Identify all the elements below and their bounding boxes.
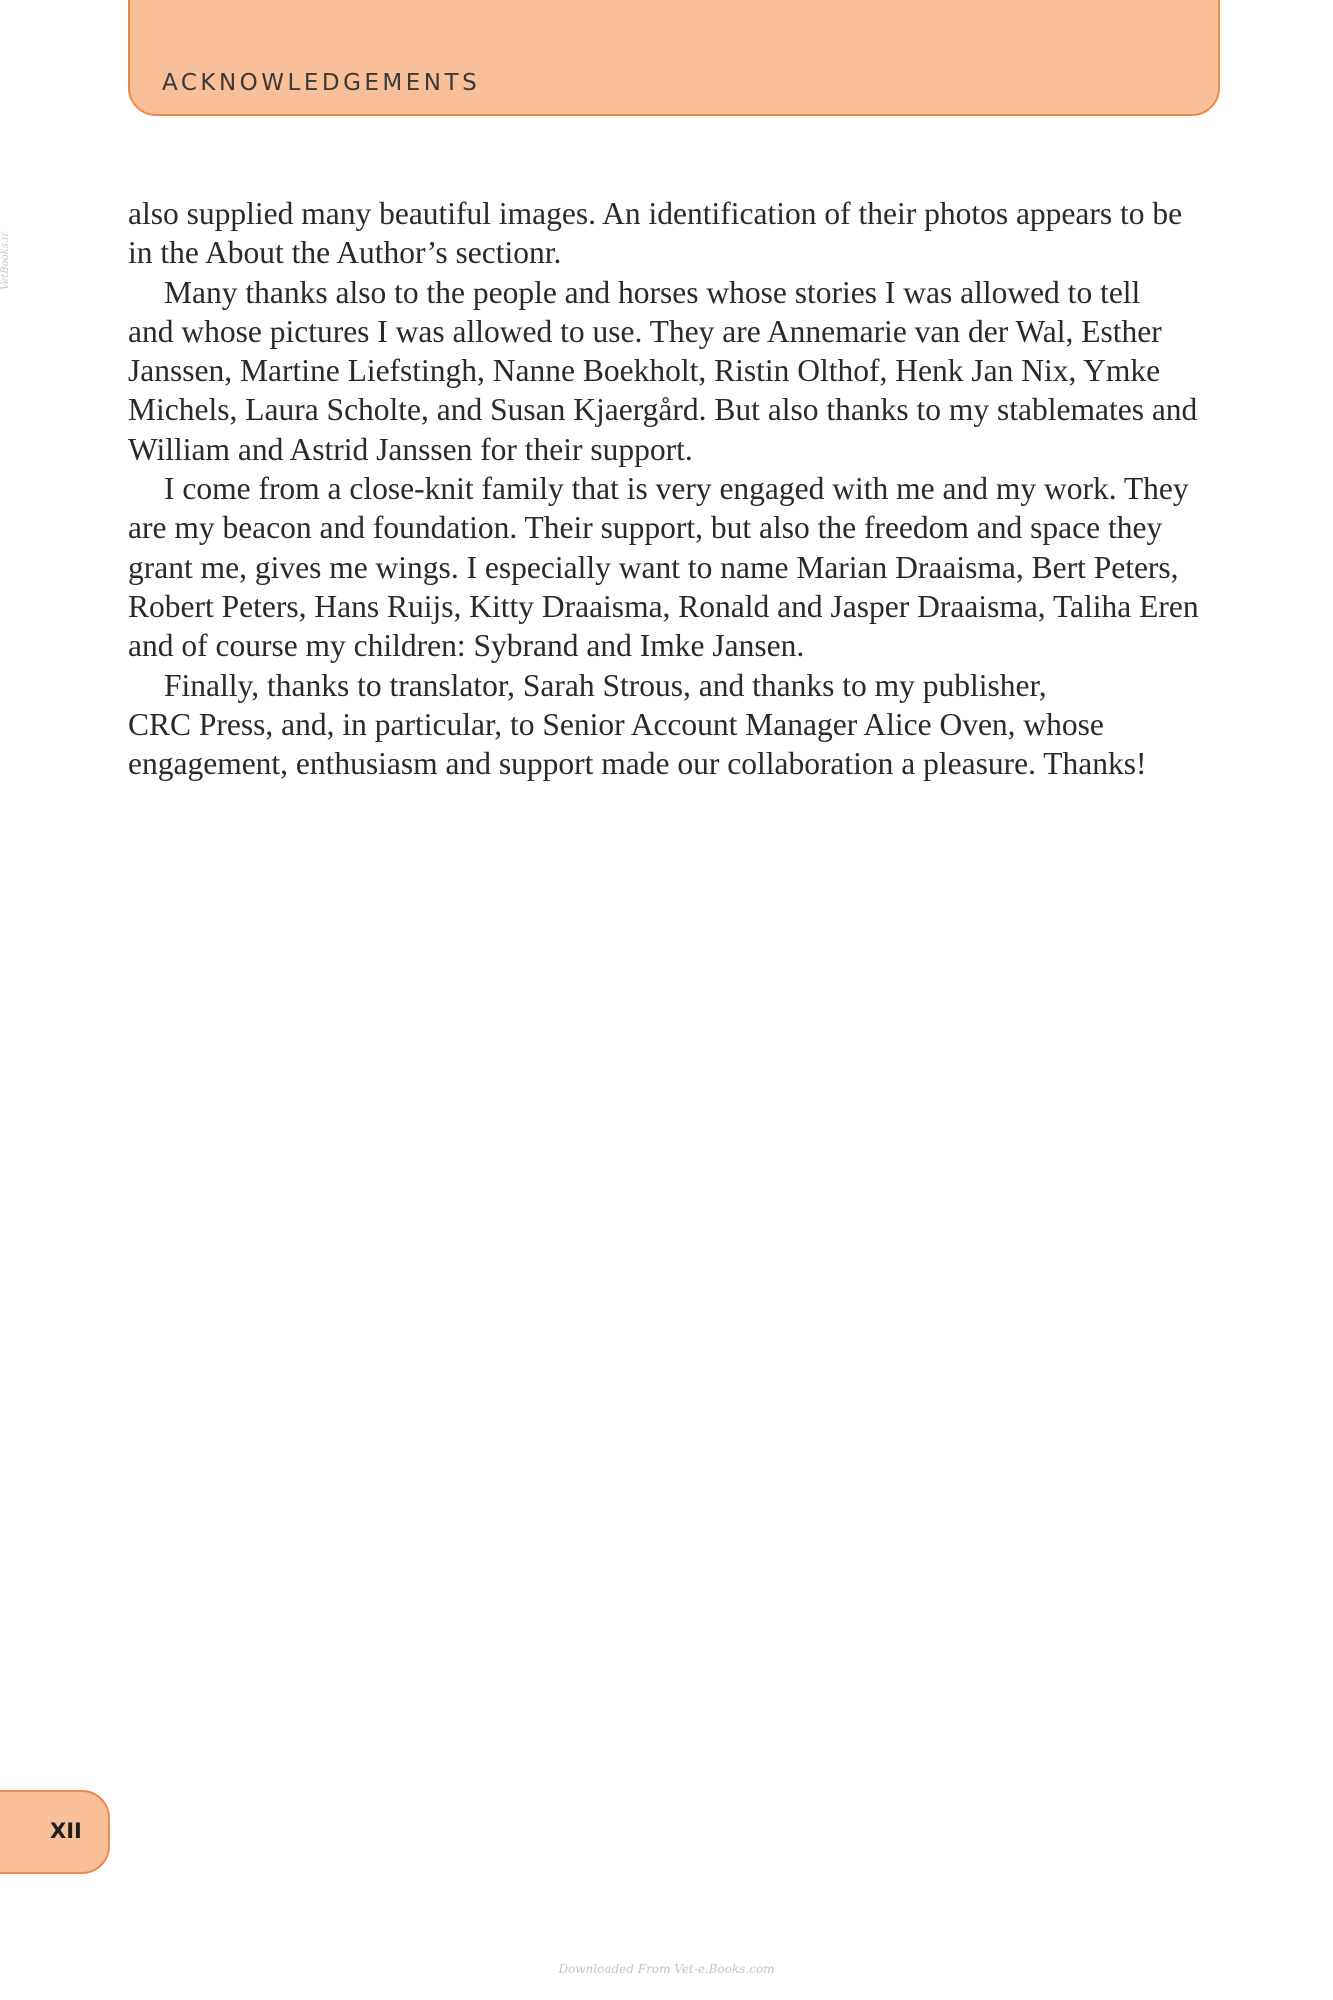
chapter-title: ACKNOWLEDGEMENTS xyxy=(162,70,481,96)
text-line: CRC Press, and, in particular, to Senior Account Manager Alice Oven, whose xyxy=(128,706,1104,742)
paragraph xyxy=(128,666,1228,784)
text-line: Robert Peters, Hans Ruijs, Kitty Draaisma, Ronald and Jasper Draaisma, Taliha Eren xyxy=(128,588,1199,624)
text-line: engagement, enthusiasm and support made our collaboration a pleasure. Thanks! xyxy=(128,746,1147,782)
text-line: and whose pictures I was allowed to use. They are Annemarie van der Wal, Esther xyxy=(128,313,1162,349)
paragraph xyxy=(128,273,1228,469)
text-line: also supplied many beautiful images. An identification of their photos appears to be xyxy=(128,196,1183,231)
paragraph xyxy=(128,469,1228,665)
text-line: grant me, gives me wings. I especially want to name Marian Draaisma, Bert Peters, xyxy=(128,549,1179,585)
running-header xyxy=(128,0,1220,116)
page-number-tab xyxy=(0,1790,110,1874)
side-watermark: VetBooks.ir xyxy=(0,232,11,290)
text-line: William and Astrid Janssen for their support. xyxy=(128,431,693,467)
text-line: Many thanks also to the people and horses whose stories I was allowed to tell xyxy=(164,274,1141,310)
text-line: Finally, thanks to translator, Sarah Strous, and thanks to my publisher, xyxy=(164,667,1047,703)
text-line: in the About the Author’s sectionr. xyxy=(128,235,562,271)
text-line: Janssen, Martine Liefstingh, Nanne Boekholt, Ristin Olthof, Henk Jan Nix, Ymke xyxy=(128,353,1161,389)
paragraph xyxy=(128,194,1228,273)
text-line: are my beacon and foundation. Their support, but also the freedom and space they xyxy=(128,510,1163,546)
footer-watermark: Downloaded From Vet-e.Books.com xyxy=(558,1962,775,1976)
page-number: XII xyxy=(50,1819,82,1843)
text-line: Michels, Laura Scholte, and Susan Kjaergård. But also thanks to my stablemates and xyxy=(128,392,1198,428)
body-text xyxy=(128,194,1228,783)
text-line: I come from a close-knit family that is very engaged with me and my work. They xyxy=(164,471,1189,507)
text-line: and of course my children: Sybrand and Imke Jansen. xyxy=(128,628,805,664)
